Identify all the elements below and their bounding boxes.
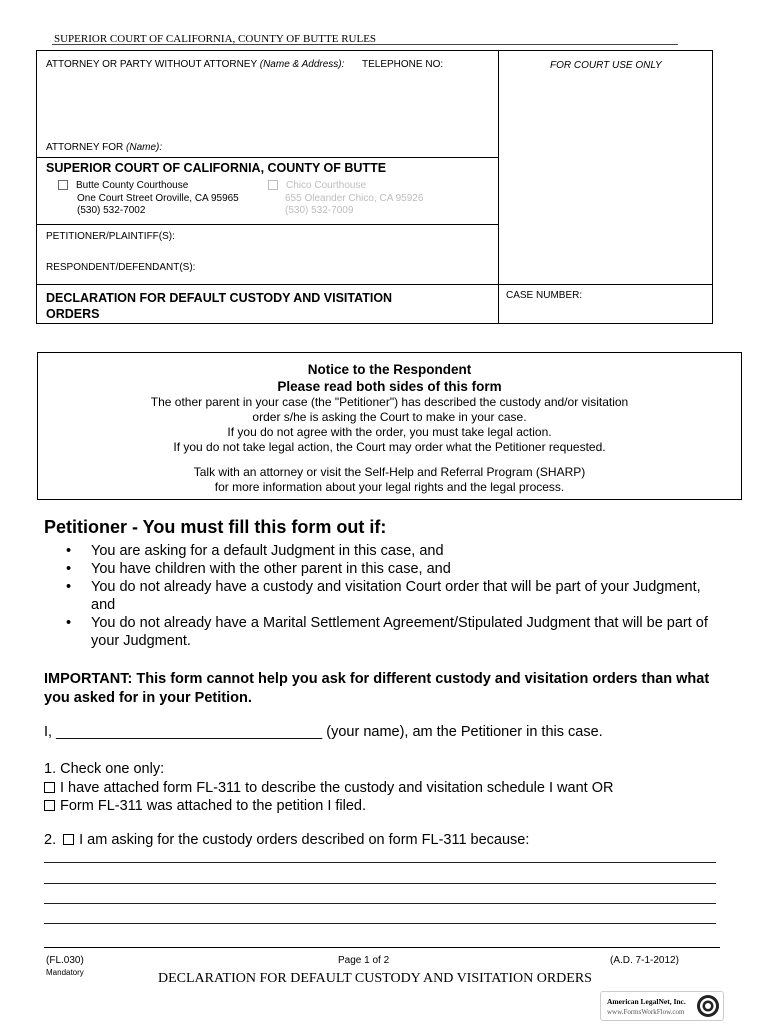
list-item-text: You do not already have a custody and visitation Court order that will be part of your Judgment, xyxy=(91,579,701,595)
telephone-label: TELEPHONE NO: xyxy=(362,59,444,70)
chico-name: Chico Courthouse xyxy=(286,180,367,191)
notice-sharp-line-1: Talk with an attorney or visit the Self-Help and Referral Program (SHARP) xyxy=(193,465,586,479)
item-2-checkbox[interactable] xyxy=(63,834,74,845)
court-name: SUPERIOR COURT OF CALIFORNIA, COUNTY OF BUTTE xyxy=(46,161,387,175)
respondent-label: RESPONDENT/DEFENDANT(S): xyxy=(46,262,196,273)
item-1-heading: 1. Check one only: xyxy=(44,761,165,777)
option-b-text: Form FL-311 was attached to the petition I filed. xyxy=(60,798,367,814)
bullet-icon: • xyxy=(66,579,72,595)
requirement-list xyxy=(44,542,744,650)
publisher-url: www.FormsWorkFlow.com xyxy=(607,1008,685,1016)
list-item-text: You are asking for a default Judgment in this case, and xyxy=(91,543,444,559)
caption-rule-1 xyxy=(36,157,498,158)
item-2 xyxy=(44,832,529,848)
petitioner-name-field[interactable]: _________________________________ xyxy=(56,724,323,740)
oroville-checkbox[interactable] xyxy=(58,180,68,190)
reason-line-3[interactable] xyxy=(44,903,716,904)
reason-line-2[interactable] xyxy=(44,883,716,884)
oroville-name: Butte County Courthouse xyxy=(76,180,189,191)
list-item xyxy=(44,542,744,560)
attorney-for-label-note: (Name): xyxy=(126,142,163,153)
notice-line-2: order s/he is asking the Court to make in your case. xyxy=(252,410,527,424)
bullet-icon: • xyxy=(66,543,72,559)
attorney-label xyxy=(46,59,344,70)
reason-line-4[interactable] xyxy=(44,923,716,924)
notice-line-3: If you do not agree with the order, you must take legal action. xyxy=(227,425,552,439)
notice-box xyxy=(37,352,742,500)
list-item-text-continued: and xyxy=(91,597,116,613)
attorney-name-address-field[interactable] xyxy=(40,72,492,136)
list-item-text: You have children with the other parent in this case, and xyxy=(91,561,451,577)
court-rules-header-text: SUPERIOR COURT OF CALIFORNIA, COUNTY OF BUTTE RULES xyxy=(54,33,377,45)
court-use-area xyxy=(502,80,707,280)
declaration-statement xyxy=(44,724,603,740)
list-item xyxy=(44,614,744,650)
caption-rule-3 xyxy=(36,284,713,285)
page-number: Page 1 of 2 xyxy=(338,955,390,966)
publisher-badge[interactable] xyxy=(600,991,724,1021)
publisher-logo-icon xyxy=(696,994,720,1018)
revision-date: (A.D. 7-1-2012) xyxy=(610,955,679,966)
option-b-checkbox[interactable] xyxy=(44,800,55,811)
notice-sharp-line-2: for more information about your legal rights and the legal process. xyxy=(214,480,565,494)
list-item-text: You do not already have a Marital Settlement Agreement/Stipulated Judgment that will be part of xyxy=(91,615,708,631)
respondent-field[interactable] xyxy=(190,259,490,275)
attorney-label-text: ATTORNEY OR PARTY WITHOUT ATTORNEY xyxy=(46,59,257,70)
document-title-line-2: ORDERS xyxy=(46,307,100,321)
footer-rule xyxy=(44,947,720,948)
important-line-1: IMPORTANT: This form cannot help you ask for different custody and visitation orders than what xyxy=(44,671,710,687)
chico-checkbox[interactable] xyxy=(268,180,278,190)
reason-line-1[interactable] xyxy=(44,862,716,863)
important-notice xyxy=(44,670,709,708)
attorney-for-label xyxy=(46,142,162,153)
list-item xyxy=(44,560,744,578)
list-item-text-continued: your Judgment. xyxy=(91,633,191,649)
notice-line-1: The other parent in your case (the "Petitioner") has described the custody and/or visitation xyxy=(150,395,629,409)
notice-line-4: If you do not take legal action, the Court may order what the Petitioner requested. xyxy=(173,440,606,454)
petitioner-heading: Petitioner - You must fill this form out if: xyxy=(44,517,387,537)
important-line-2: you asked for in your Petition. xyxy=(44,690,252,706)
item-2-number: 2. xyxy=(44,832,57,848)
case-number-label: CASE NUMBER: xyxy=(506,290,583,301)
chico-phone: (530) 532-7009 xyxy=(285,205,354,216)
oroville-street: One Court Street Oroville, CA 95965 xyxy=(77,192,239,204)
item-1 xyxy=(44,760,613,816)
form-id: (FL.030) xyxy=(46,955,84,966)
item-1-option-b[interactable] xyxy=(44,797,613,816)
oroville-courthouse[interactable] xyxy=(58,180,239,218)
caption-divider xyxy=(498,50,499,324)
mandatory-label: Mandatory xyxy=(46,968,84,977)
publisher-name: American LegalNet, Inc. xyxy=(607,997,686,1006)
notice-subtitle: Please read both sides of this form xyxy=(277,379,502,394)
chico-street: 655 Oleander Chico, CA 95926 xyxy=(285,192,424,204)
attorney-for-label-text: ATTORNEY FOR xyxy=(46,142,124,153)
document-title-line-1: DECLARATION FOR DEFAULT CUSTODY AND VISITATION xyxy=(46,291,393,305)
item-1-option-a[interactable] xyxy=(44,779,613,798)
footer-title: DECLARATION FOR DEFAULT CUSTODY AND VISITATION ORDERS xyxy=(158,971,592,986)
declaration-prefix: I, xyxy=(44,724,53,740)
oroville-phone: (530) 532-7002 xyxy=(77,205,146,216)
petitioner-label: PETITIONER/PLAINTIFF(S): xyxy=(46,231,175,242)
option-a-checkbox[interactable] xyxy=(44,782,55,793)
notice-title: Notice to the Respondent xyxy=(307,362,472,377)
chico-courthouse[interactable] xyxy=(268,180,423,218)
option-a-text: I have attached form FL-311 to describe the custody and visitation schedule I want OR xyxy=(60,779,614,796)
item-2-text: I am asking for the custody orders described on form FL-311 because: xyxy=(79,832,530,848)
court-use-label: FOR COURT USE ONLY xyxy=(550,60,662,71)
bullet-icon: • xyxy=(66,561,72,577)
bullet-icon: • xyxy=(66,615,72,631)
petitioner-field[interactable] xyxy=(190,228,490,244)
declaration-suffix: (your name), am the Petitioner in this case. xyxy=(326,724,603,740)
list-item xyxy=(44,578,744,614)
document-title xyxy=(46,290,392,322)
header-rule xyxy=(52,44,678,45)
attorney-label-note: (Name & Address): xyxy=(259,59,345,70)
caption-rule-2 xyxy=(36,224,498,225)
case-number-field[interactable] xyxy=(506,304,706,320)
